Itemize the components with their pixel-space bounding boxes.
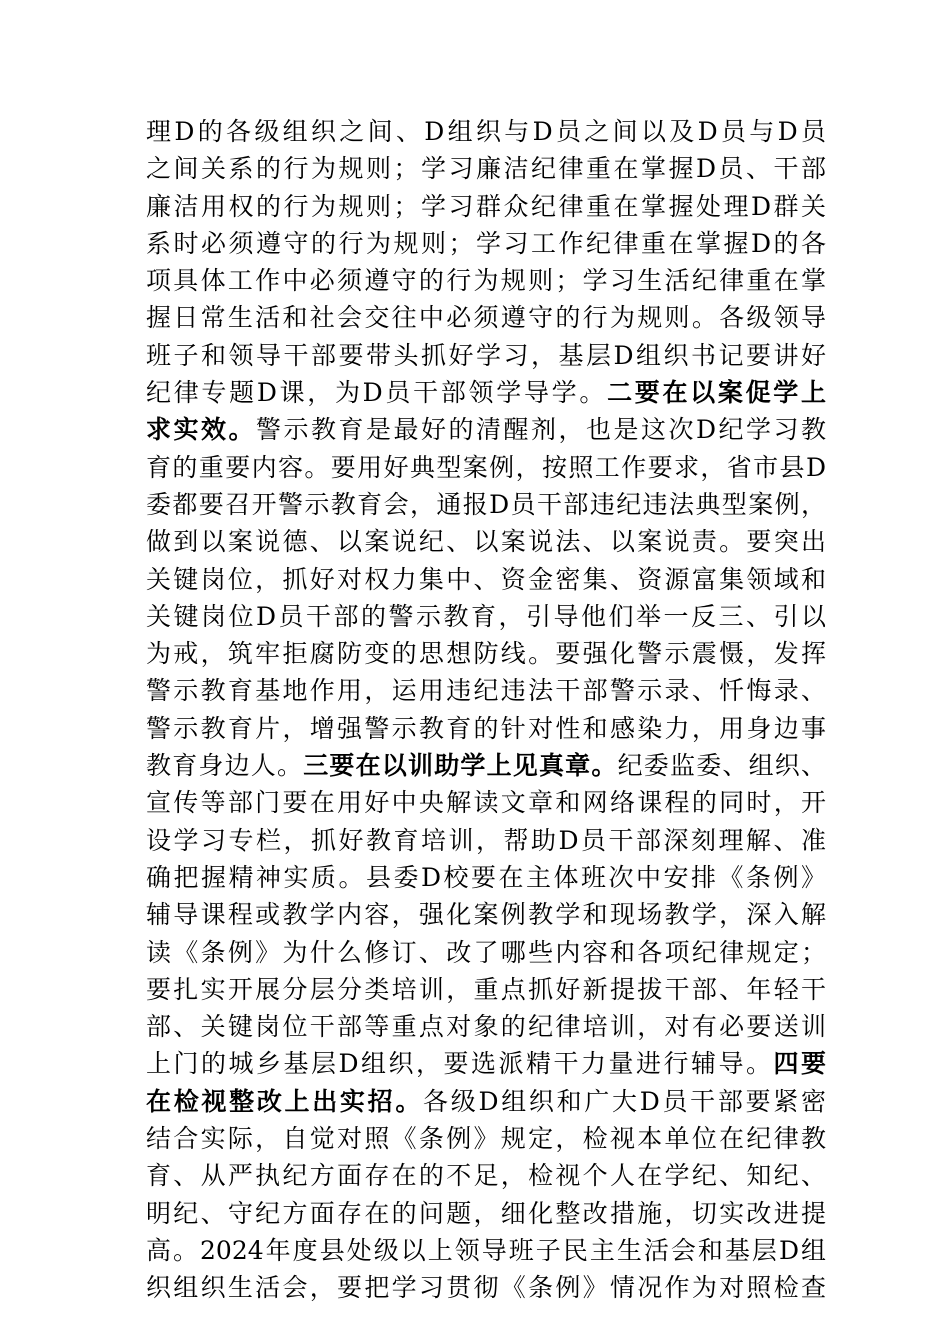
- text-line: [146, 934, 826, 971]
- text-line: [146, 822, 826, 859]
- text-line: [146, 1157, 826, 1194]
- body-text: 理D的各级组织之间、D组织与D员之间以及D员与D员: [146, 117, 826, 146]
- text-line: [146, 486, 826, 523]
- body-text: 警示教育片，增强警示教育的针对性和感染力，用身边事: [146, 713, 826, 743]
- body-text: 各级D组织和广大D员干部要紧密: [423, 1086, 826, 1116]
- body-text: 明纪、守纪方面存在的问题，细化整改措施，切实改进提: [146, 1198, 826, 1228]
- text-line: [146, 1120, 826, 1157]
- text-line: [146, 374, 826, 411]
- body-text: 系时必须遵守的行为规则；学习工作纪律重在掌握D的各: [146, 228, 826, 258]
- text-line: [146, 747, 826, 784]
- text-line: [146, 262, 826, 299]
- body-text: 握日常生活和社会交往中必须遵守的行为规则。各级领导: [146, 303, 826, 333]
- text-line: [146, 1232, 826, 1269]
- body-text: 织组织生活会，要把学习贯彻《条例》情况作为对照检查: [146, 1273, 826, 1303]
- text-line: [146, 523, 826, 560]
- text-line: [146, 188, 826, 225]
- text-line: [146, 113, 826, 150]
- text-line: [146, 784, 826, 821]
- body-text: 育的重要内容。要用好典型案例，按照工作要求，省市县D: [146, 452, 826, 482]
- text-line: [146, 896, 826, 933]
- document-body: [146, 113, 826, 1307]
- body-text: 教育身边人。: [146, 751, 304, 781]
- text-line: [146, 859, 826, 896]
- bold-heading-text: 求实效。: [146, 415, 256, 445]
- text-line: [146, 337, 826, 374]
- bold-heading-text: 三要在以训助学上见真章。: [303, 751, 618, 781]
- text-line: [146, 598, 826, 635]
- bold-heading-text: 在检视整改上出实招。: [146, 1086, 424, 1116]
- text-line: [146, 411, 826, 448]
- body-text: 高。2024年度县处级以上领导班子民主生活会和基层D组: [146, 1235, 826, 1265]
- body-text: 班子和领导干部要带头抓好学习，基层D组织书记要讲好: [146, 340, 826, 370]
- text-line: [146, 150, 826, 187]
- body-text: 廉洁用权的行为规则；学习群众纪律重在掌握处理D群关: [146, 191, 826, 221]
- body-text: 上门的城乡基层D组织，要选派精干力量进行辅导。: [146, 1049, 774, 1079]
- text-line: [146, 971, 826, 1008]
- text-line: [146, 1045, 826, 1082]
- body-text: 关键岗位D员干部的警示教育，引导他们举一反三、引以: [146, 601, 826, 631]
- text-line: [146, 1008, 826, 1045]
- text-line: [146, 225, 826, 262]
- text-line: [146, 635, 826, 672]
- body-text: 结合实际，自觉对照《条例》规定，检视本单位在纪律教: [146, 1124, 826, 1154]
- body-text: 育、从严执纪方面存在的不足，检视个人在学纪、知纪、: [146, 1161, 826, 1191]
- body-text: 确把握精神实质。县委D校要在主体班次中安排《条例》: [146, 862, 826, 892]
- body-text: 部、关键岗位干部等重点对象的纪律培训，对有必要送训: [146, 1012, 826, 1042]
- body-text: 项具体工作中必须遵守的行为规则；学习生活纪律重在掌: [146, 266, 826, 296]
- body-text: 做到以案说德、以案说纪、以案说法、以案说责。要突出: [146, 527, 826, 557]
- body-text: 读《条例》为什么修订、改了哪些内容和各项纪律规定；: [146, 937, 826, 967]
- bold-heading-text: 二要在以案促学上: [607, 378, 826, 408]
- text-line: [146, 710, 826, 747]
- text-line: [146, 672, 826, 709]
- text-line: [146, 1269, 826, 1306]
- body-text: 之间关系的行为规则；学习廉洁纪律重在掌握D员、干部: [146, 154, 826, 184]
- text-line: [146, 561, 826, 598]
- body-text: 辅导课程或教学内容，强化案例教学和现场教学，深入解: [146, 900, 826, 930]
- body-text: 宣传等部门要在用好中央解读文章和网络课程的同时，开: [146, 788, 826, 818]
- body-text: 纪委监委、组织、: [617, 751, 826, 781]
- text-line: [146, 1195, 826, 1232]
- text-line: [146, 449, 826, 486]
- text-line: [146, 1083, 826, 1120]
- body-text: 纪律专题D课，为D员干部领学导学。: [146, 378, 608, 408]
- body-text: 关键岗位，抓好对权力集中、资金密集、资源富集领域和: [146, 564, 826, 594]
- text-line: [146, 299, 826, 336]
- body-text: 委都要召开警示教育会，通报D员干部违纪违法典型案例，: [146, 489, 826, 519]
- body-text: 警示教育是最好的清醒剂，也是这次D纪学习教: [256, 415, 826, 445]
- body-text: 设学习专栏，抓好教育培训，帮助D员干部深刻理解、准: [146, 825, 826, 855]
- bold-heading-text: 四要: [773, 1049, 826, 1079]
- body-text: 警示教育基地作用，运用违纪违法干部警示录、忏悔录、: [146, 676, 826, 706]
- body-text: 要扎实开展分层分类培训，重点抓好新提拔干部、年轻干: [146, 974, 826, 1004]
- body-text: 为戒，筑牢拒腐防变的思想防线。要强化警示震慑，发挥: [146, 639, 826, 669]
